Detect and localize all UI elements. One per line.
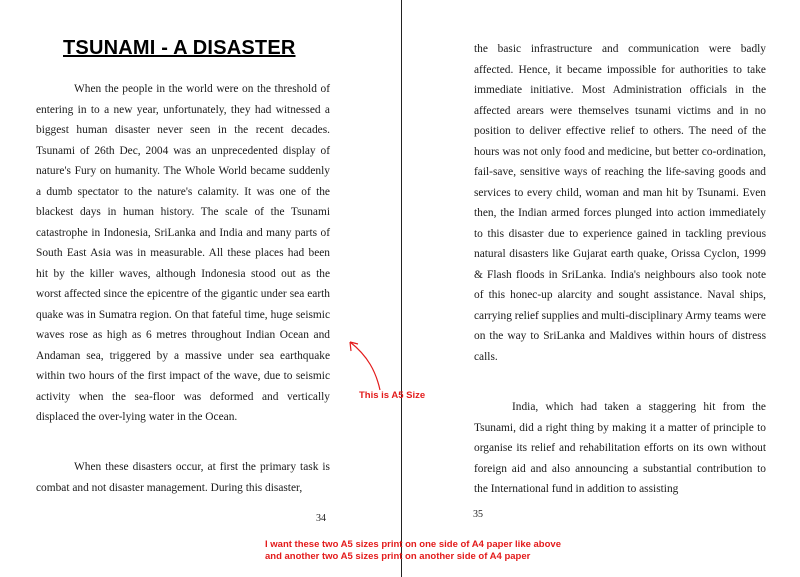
instruction-line-1: I want these two A5 sizes print on one side of A4 paper like above <box>265 539 561 550</box>
annotation-arrow-icon <box>340 332 400 394</box>
a5-size-label: This is A5 Size <box>359 390 426 401</box>
document-title: TSUNAMI - A DISASTER <box>63 37 296 59</box>
right-paragraph-1: the basic infrastructure and communication were badly affected. Hence, it became impossible for authorities to take immediate initiative. Most Administration officials in the affected arears were themselves tsunami victims and in no position to deliver effective relief to others. The need of the hours was not only food and medicine, but better co-ordination, fail-save, sensitive ways of reaching the life-saving goods and services to every child, woman and man hit by Tsunami. Even then, the Indian armed forces plunged into action immediately to this disaster due to experience gained in tackling previous natural disasters like Gujarat earth quake, Orissa Cyclon, 1999 & Flash floods in SriLanka. India's neighbours also took note of this honec-up alarcity and sought assistance. Naval ships, carrying relief supplies and multi-disciplinary Army teams were on the way to SriLanka and Maldives within hours of distress calls. <box>474 43 766 363</box>
right-page-number: 35 <box>473 509 483 520</box>
right-paragraph-2: India, which had taken a staggering hit from the Tsunami, did a right thing by making it a matter of principle to organise its relief and rehabilitation efforts on its own without foreign aid and also announcing a substantial contribution to the International fund in addition to assisting <box>474 401 766 495</box>
left-paragraph-1: When the people in the world were on the threshold of entering in to a new year, unfortunately, they had witnessed a biggest human disaster never seen in the recent decades. Tsunami of 26th Dec, 2004 was an unprecedented display of nature's Fury on humanity. The Whole World became suddenly a dumb spectator to the nature's calamity. It was one of the blackest days in human history. The scale of the Tsunami catastrophe in Indonesia, SriLanka and India and many parts of South East Asia was in measurable. All these places had been hit by the killer waves, although Indonesia stood out as the worst affected since the epicentre of the gigantic under sea earth quake was in Sumatra region. On that fateful time, huge seismic waves rose as high as 6 metres throughout Indian Ocean and Andaman sea, triggered by a massive under sea earthquake within two hours of the first impact of the wave, due to seismic activity when the sea-floor was deformed and vertically displaced the over-lying water in the Ocean. <box>36 83 330 423</box>
left-paragraph-2: When these disasters occur, at first the primary task is combat and not disaster management. During this disaster, <box>36 461 330 494</box>
page-divider-line <box>401 0 402 577</box>
instruction-line-2: and another two A5 sizes print on another side of A4 paper <box>265 550 531 562</box>
print-instruction <box>265 539 561 562</box>
left-page-number: 34 <box>316 513 326 524</box>
